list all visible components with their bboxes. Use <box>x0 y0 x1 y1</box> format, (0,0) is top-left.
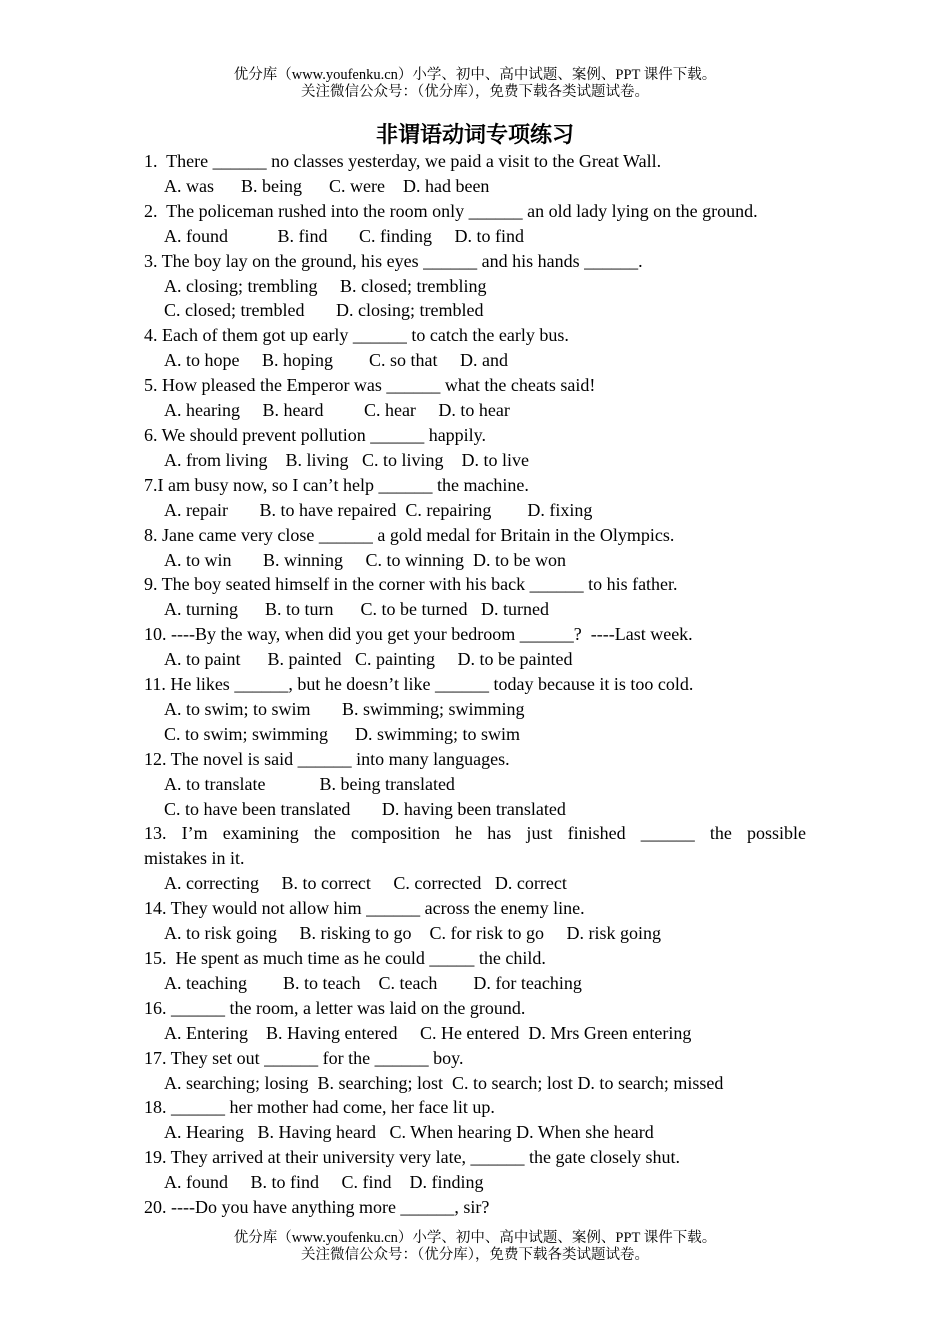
header-line-2: 关注微信公众号：（优分库），免费下载各类试题试卷。 <box>301 84 649 100</box>
options-3a: A. closing; trembling B. closed; trembling <box>164 275 487 296</box>
options-10: A. to paint B. painted C. painting D. to be painted <box>164 649 573 670</box>
options-19: A. found B. to find C. find D. finding <box>164 1172 484 1193</box>
options-17: A. searching; losing B. searching; lost C. to search; lost D. to search; missed <box>164 1072 724 1093</box>
question-20: 20. ----Do you have anything more ______, sir? <box>144 1197 490 1218</box>
page-footer <box>0 1230 950 1264</box>
options-4: A. to hope B. hoping C. so that D. and <box>164 350 508 371</box>
question-12: 12. The novel is said ______ into many languages. <box>144 748 510 769</box>
question-8: 8. Jane came very close ______ a gold medal for Britain in the Olympics. <box>144 524 675 545</box>
exercise-list <box>144 149 806 1220</box>
options-12b: C. to have been translated D. having been translated <box>164 798 566 819</box>
page-title: 非谓语动词专项练习 <box>375 123 574 148</box>
options-2: A. found B. find C. finding D. to find <box>164 225 524 246</box>
question-17: 17. They set out ______ for the ______ boy. <box>144 1047 464 1068</box>
options-16: A. Entering B. Having entered C. He entered D. Mrs Green entering <box>164 1022 692 1043</box>
question-6: 6. We should prevent pollution ______ happily. <box>144 424 487 445</box>
question-19: 19. They arrived at their university very late, ______ the gate closely shut. <box>144 1147 681 1168</box>
options-3b: C. closed; trembled D. closing; trembled <box>164 300 484 321</box>
options-1: A. was B. being C. were D. had been <box>164 175 490 196</box>
options-7: A. repair B. to have repaired C. repairing D. fixing <box>164 499 593 520</box>
question-11: 11. He likes ______, but he doesn’t like ______ today because it is too cold. <box>144 674 694 695</box>
question-3: 3. The boy lay on the ground, his eyes ______ and his hands ______. <box>144 250 643 271</box>
footer-line-1: 优分库（www.youfenku.cn）小学、初中、高中试题、案例、PPT 课件下载。 <box>233 1230 717 1246</box>
options-18: A. Hearing B. Having heard C. When hearing D. When she heard <box>164 1122 654 1143</box>
question-4: 4. Each of them got up early ______ to catch the early bus. <box>144 325 569 346</box>
options-13: A. correcting B. to correct C. corrected D. correct <box>164 873 567 894</box>
question-10: 10. ----By the way, when did you get your bedroom ______? ----Last week. <box>144 624 693 645</box>
options-6: A. from living B. living C. to living D. to live <box>164 449 530 470</box>
header-line-1: 优分库（www.youfenku.cn）小学、初中、高中试题、案例、PPT 课件下载。 <box>233 67 717 83</box>
question-5: 5. How pleased the Emperor was ______ what the cheats said! <box>144 375 596 396</box>
options-9: A. turning B. to turn C. to be turned D. turned <box>164 599 549 620</box>
question-16: 16. ______ the room, a letter was laid on the ground. <box>144 997 526 1018</box>
question-13: 13. I’m examining the composition he has just finished ______ the possible <box>144 823 806 844</box>
page-header <box>0 67 950 101</box>
footer-line-2: 关注微信公众号：（优分库），免费下载各类试题试卷。 <box>301 1247 649 1263</box>
options-5: A. hearing B. heard C. hear D. to hear <box>164 400 510 421</box>
question-1: 1. There ______ no classes yesterday, we paid a visit to the Great Wall. <box>144 151 662 171</box>
options-11b: C. to swim; swimming D. swimming; to swim <box>164 723 521 744</box>
question-18: 18. ______ her mother had come, her face lit up. <box>144 1097 495 1118</box>
question-15: 15. He spent as much time as he could _____ the child. <box>144 948 546 968</box>
question-13-cont: mistakes in it. <box>144 848 245 869</box>
options-11a: A. to swim; to swim B. swimming; swimming <box>164 698 525 719</box>
options-8: A. to win B. winning C. to winning D. to be won <box>164 549 567 570</box>
options-14: A. to risk going B. risking to go C. for risk to go D. risk going <box>164 923 662 944</box>
question-7: 7.I am busy now, so I can’t help ______ the machine. <box>144 474 529 495</box>
question-9: 9. The boy seated himself in the corner with his back ______ to his father. <box>144 574 678 595</box>
options-15: A. teaching B. to teach C. teach D. for teaching <box>164 972 582 993</box>
question-2: 2. The policeman rushed into the room only ______ an old lady lying on the ground. <box>144 200 758 221</box>
options-12a: A. to translate B. being translated <box>164 773 455 794</box>
question-14: 14. They would not allow him ______ across the enemy line. <box>144 898 585 919</box>
